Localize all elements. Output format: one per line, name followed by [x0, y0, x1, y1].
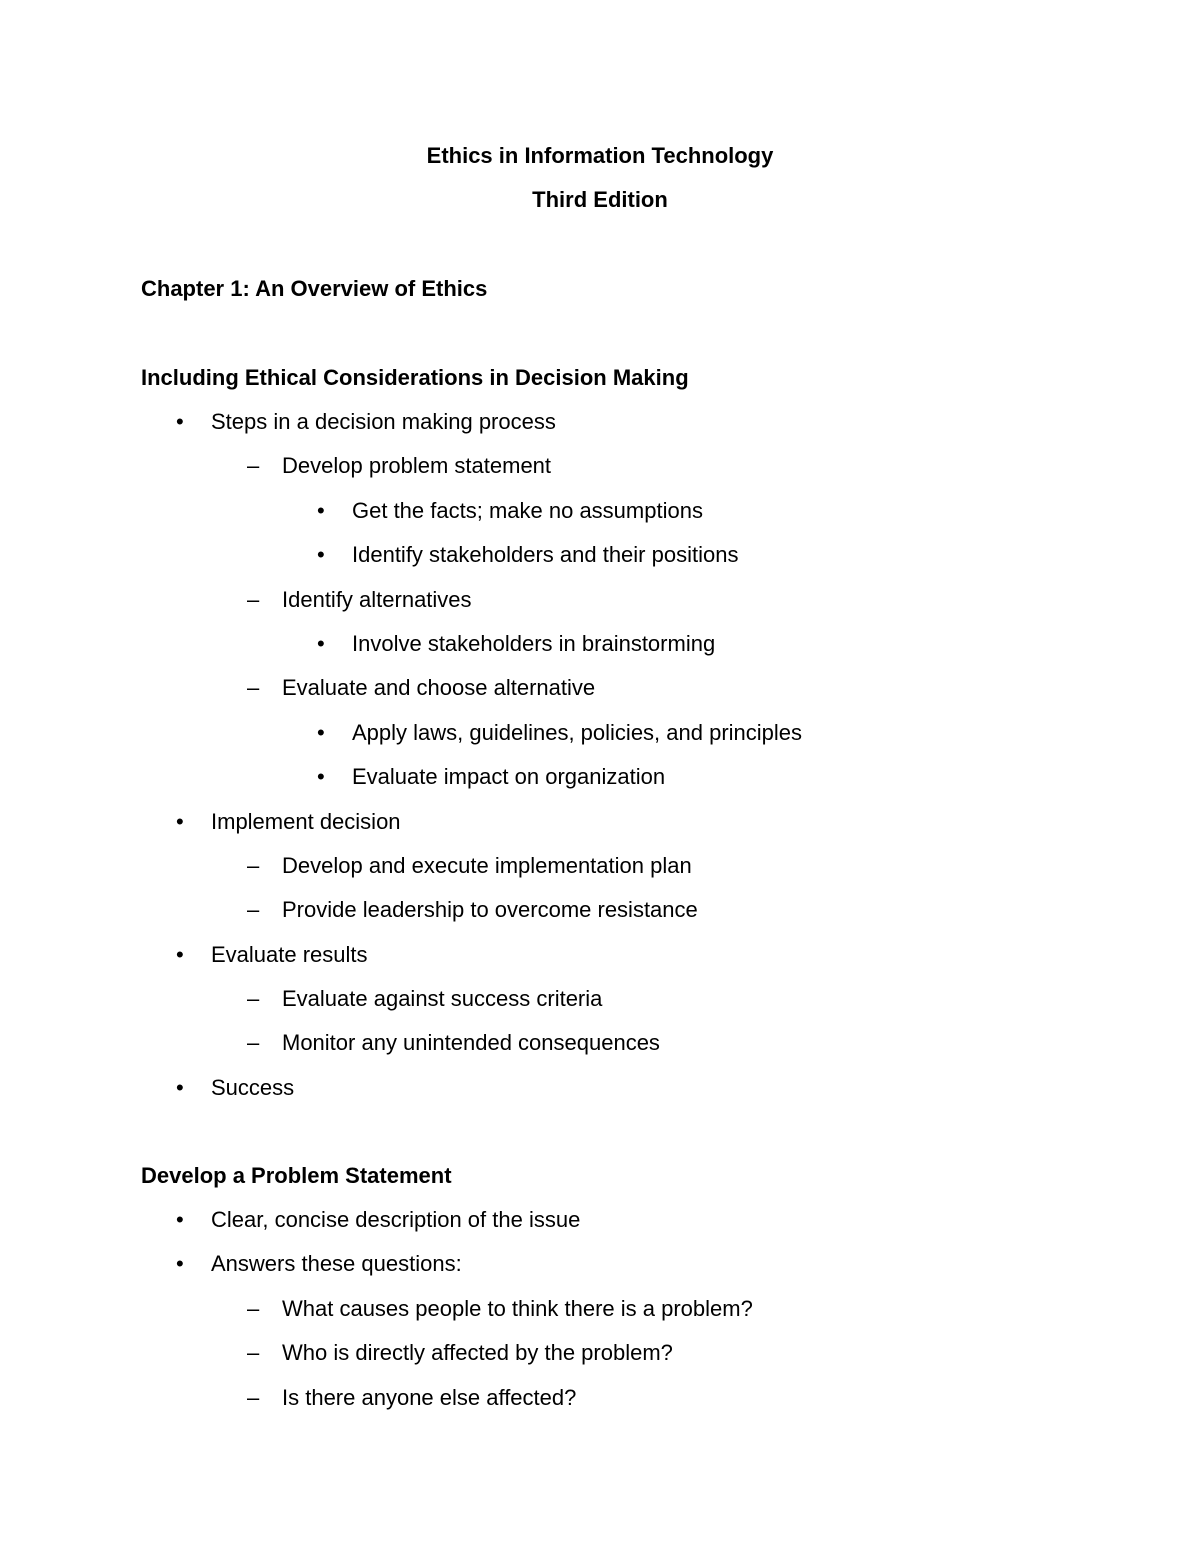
- list-item: [0, 1205, 1200, 1235]
- list-item: [0, 1294, 1200, 1324]
- dash-marker: –: [247, 897, 260, 922]
- dash-marker: –: [247, 1340, 260, 1365]
- list-item: [0, 1073, 1200, 1103]
- bullet-marker: •: [176, 409, 184, 434]
- list-item-text: Develop problem statement: [282, 453, 552, 478]
- dash-marker: –: [247, 1385, 260, 1410]
- list-item-text: Involve stakeholders in brainstorming: [352, 631, 716, 656]
- list-item-text: Answers these questions:: [211, 1251, 462, 1276]
- section-heading-decision-making: Including Ethical Considerations in Decision Making: [141, 365, 689, 390]
- list-item: [0, 1383, 1200, 1413]
- bullet-marker: •: [317, 498, 325, 523]
- list-item-text: Implement decision: [211, 809, 401, 834]
- dash-marker: –: [247, 675, 260, 700]
- list-item: [0, 718, 1200, 748]
- bullet-marker: •: [176, 1075, 184, 1100]
- list-item-text: Monitor any unintended consequences: [282, 1030, 660, 1055]
- dash-marker: –: [247, 453, 260, 478]
- document-subtitle: Third Edition: [532, 187, 668, 212]
- dash-marker: –: [247, 853, 260, 878]
- bullet-marker: •: [176, 809, 184, 834]
- list-item: [0, 1338, 1200, 1368]
- list-item: [0, 496, 1200, 526]
- list-item: [0, 540, 1200, 570]
- bullet-marker: •: [176, 1207, 184, 1232]
- dash-marker: –: [247, 587, 260, 612]
- list-item: [0, 807, 1200, 837]
- list-item: [0, 629, 1200, 659]
- bullet-marker: •: [317, 720, 325, 745]
- dash-marker: –: [247, 986, 260, 1011]
- list-item-text: Success: [211, 1075, 295, 1100]
- list-item: [0, 1249, 1200, 1279]
- list-item-text: Is there anyone else affected?: [282, 1385, 577, 1410]
- chapter-heading: Chapter 1: An Overview of Ethics: [141, 276, 488, 301]
- list-item-text: Who is directly affected by the problem?: [282, 1340, 673, 1365]
- list-item: [0, 762, 1200, 792]
- bullet-marker: •: [317, 542, 325, 567]
- list-item: [0, 940, 1200, 970]
- list-item-text: Evaluate impact on organization: [352, 764, 666, 789]
- list-item: [0, 1028, 1200, 1058]
- list-item-text: What causes people to think there is a problem?: [282, 1296, 753, 1321]
- dash-marker: –: [247, 1296, 260, 1321]
- list-item: [0, 984, 1200, 1014]
- bullet-marker: •: [176, 1251, 184, 1276]
- bullet-marker: •: [176, 942, 184, 967]
- list-item-text: Provide leadership to overcome resistance: [282, 897, 698, 922]
- document-title: Ethics in Information Technology: [426, 143, 774, 168]
- list-item-text: Identify alternatives: [282, 587, 472, 612]
- section-heading-problem-statement: Develop a Problem Statement: [141, 1163, 452, 1188]
- dash-marker: –: [247, 1030, 260, 1055]
- list-item-text: Get the facts; make no assumptions: [352, 498, 703, 523]
- list-item-text: Steps in a decision making process: [211, 409, 556, 434]
- list-item-text: Apply laws, guidelines, policies, and principles: [352, 720, 803, 745]
- list-item: [0, 851, 1200, 881]
- list-item-text: Evaluate and choose alternative: [282, 675, 596, 700]
- list-item-text: Evaluate results: [211, 942, 368, 967]
- list-item: [0, 407, 1200, 437]
- list-item: [0, 451, 1200, 481]
- list-item: [0, 585, 1200, 615]
- list-item-text: Identify stakeholders and their positions: [352, 542, 739, 567]
- bullet-marker: •: [317, 764, 325, 789]
- list-item-text: Develop and execute implementation plan: [282, 853, 692, 878]
- list-item-text: Evaluate against success criteria: [282, 986, 603, 1011]
- list-item: [0, 673, 1200, 703]
- bullet-marker: •: [317, 631, 325, 656]
- list-item: [0, 895, 1200, 925]
- list-item-text: Clear, concise description of the issue: [211, 1207, 581, 1232]
